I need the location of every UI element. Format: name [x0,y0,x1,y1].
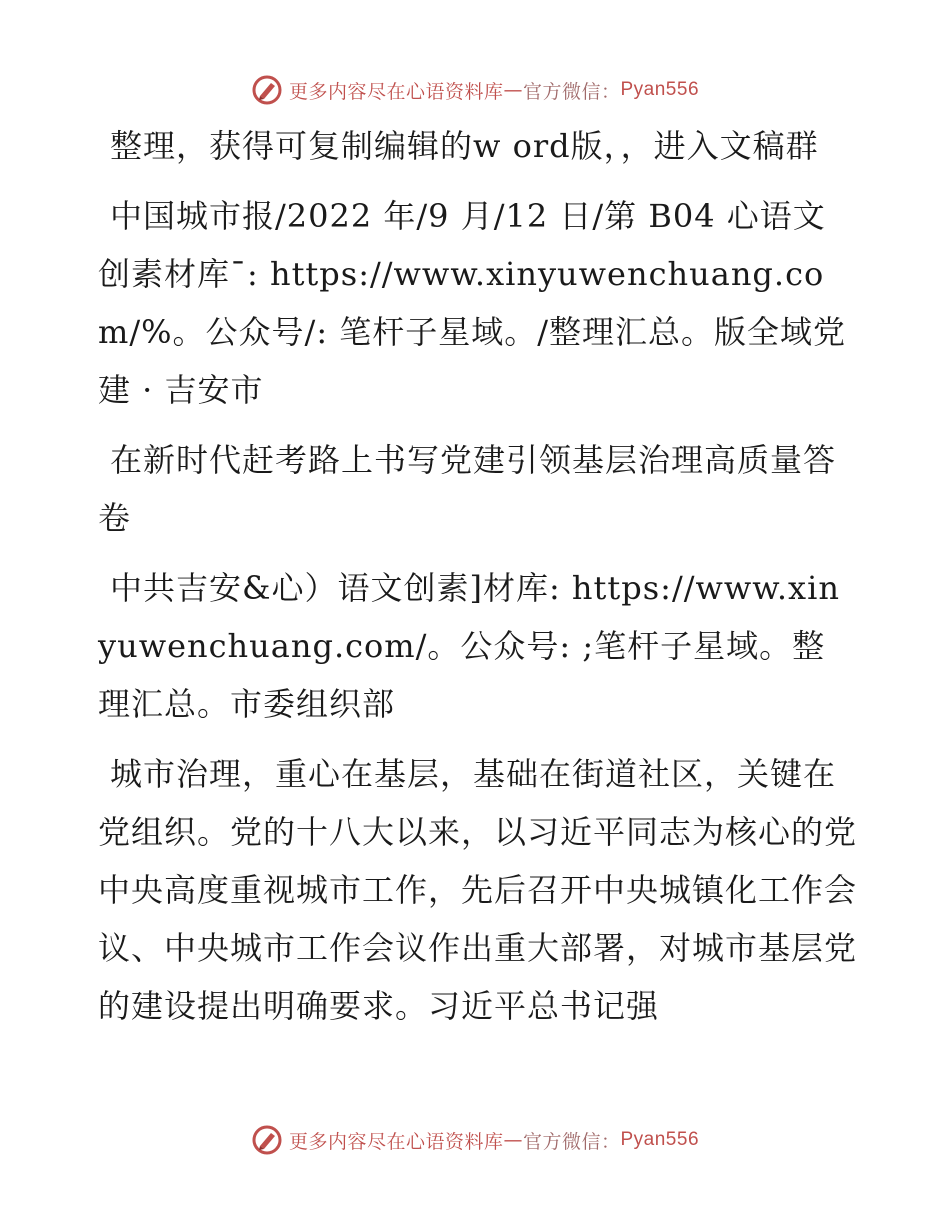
banner-wechat-label: 官方微信： [522,80,621,103]
paragraph-title: 在新时代赶考路上书写党建引领基层治理高质量答卷 [98,441,837,537]
paragraph-author: 中共吉安&心）语文创素]材库: https://www.xinyuwenchuang.com/。公众号: ;笔杆子星域。整理汇总。市委组织部 [98,569,840,723]
paragraph-source: 中国城市报/2022 年/9 月/12 日/第 B04 心语文创素材库¯: https://www.xinyuwenchuang.com/%。公众号/: 笔杆子星域。/整理汇总。版全域党建 · 吉安市 [98,197,847,409]
document-body [98,117,858,1047]
banner-main-text: 更多内容尽在心语资料库 [288,80,504,103]
banner-main-text: 更多内容尽在心语资料库 [288,1130,504,1153]
footer-banner [0,1120,950,1160]
banner-dash: — [503,1129,523,1151]
banner-dash: — [503,79,523,101]
header-banner [0,70,950,110]
banner-wechat-id: Pyan556 [620,1129,700,1150]
banner-wechat-id: Pyan556 [620,79,700,100]
paragraph-body: 城市治理，重心在基层，基础在街道社区，关键在党组织。党的十八大以来，以习近平同志为核心的党中央高度重视城市工作，先后召开中央城镇化工作会议、中央城市工作会议作出重大部署，对城市基层党的建设提出明确要求。习近平总书记强 [98,755,858,1025]
banner-wechat-label: 官方微信： [522,1130,621,1153]
writing-pen-logo-icon [251,74,283,106]
writing-pen-logo-icon [251,1124,283,1156]
paragraph-intro: 整理，获得可复制编辑的w ord版，，进入文稿群 [110,127,819,165]
